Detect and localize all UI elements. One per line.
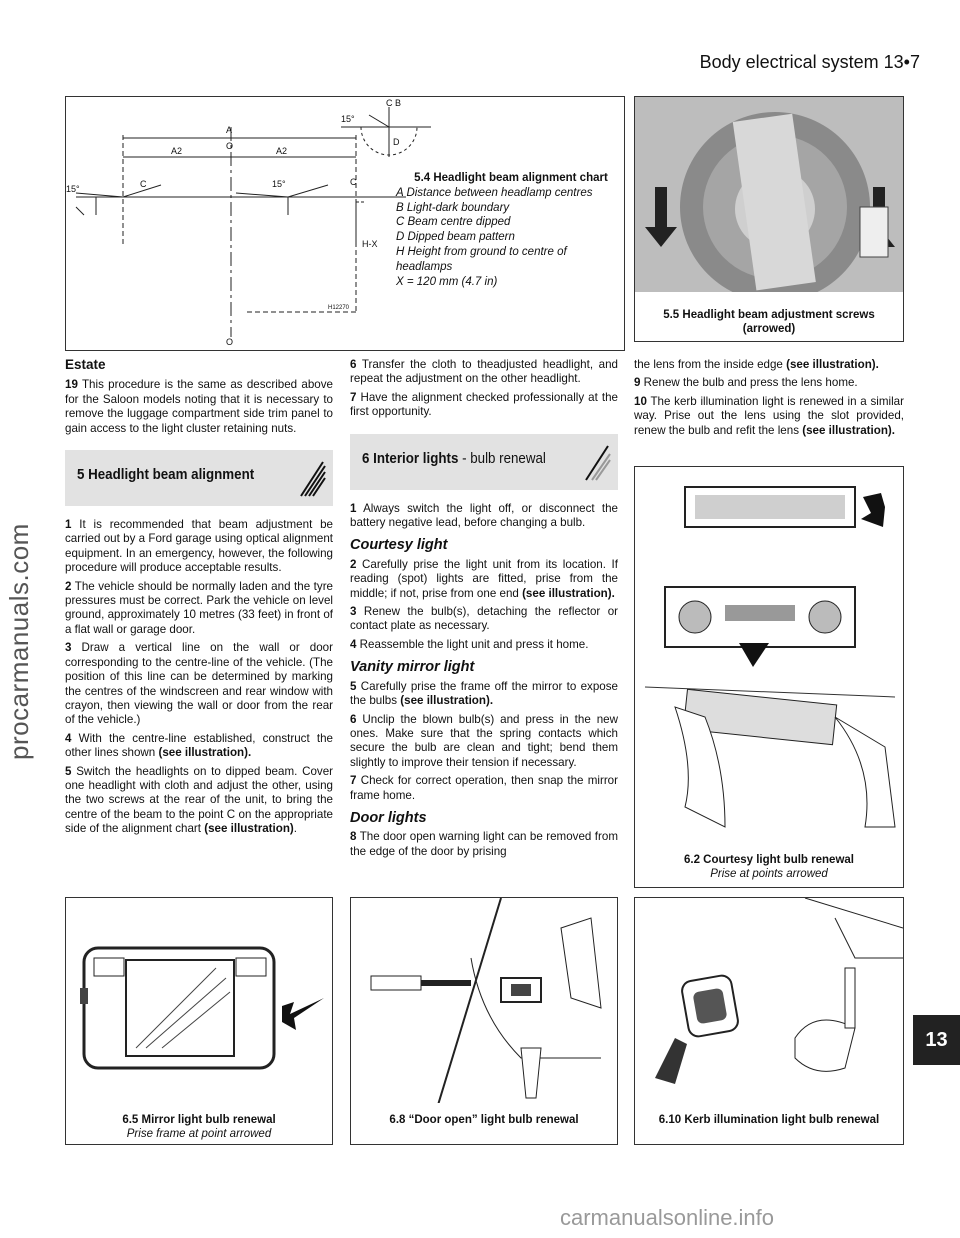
figure-5-4 (65, 96, 625, 351)
vanity-mirror-heading: Vanity mirror light (350, 659, 475, 676)
paragraph-6-10: 10 The kerb illumination light is renewed in a similar way. Prise out the lens using the slot provided, renew the bulb and refit the lens (see illustration). (634, 394, 904, 437)
legend-item: X = 120 mm (4.7 in) (396, 275, 498, 288)
label-a2-right: A2 (276, 146, 288, 156)
svg-text:C B: C B (386, 98, 402, 108)
paragraph-5-3: 3 Draw a vertical line on the wall or door corresponding to the centre-line of the vehicle. (The position of this line can be determined by marking the centres of the windscreen and rear window with crayon, then viewing the wall or door from the rear of the vehicle.) (65, 641, 333, 727)
footer-watermark: carmanualsonline.info (560, 1205, 775, 1230)
paragraph-6-6: 6 Unclip the blown bulb(s) and press in the new ones. Make sure that the spring contacts which secure the bulb are clean and tight; bend them slightly to improve their tension if necessary. (350, 712, 618, 769)
label-c-left: C (140, 179, 147, 189)
paragraph-5-2: 2 The vehicle should be normally laden and the tyre pressures must be correct. Park the vehicle on level ground, approximately 10 metres (33 feet) in front of a flat wall or garage door. (65, 579, 333, 636)
headlight-rear-photo (635, 97, 903, 292)
label-angle-left: 15° (66, 184, 80, 194)
paragraph-5-6: 6 Transfer the cloth to theadjusted headlight, and repeat the adjustment on the other headlight. (350, 358, 618, 386)
column-2 (350, 358, 618, 863)
column-1 (65, 358, 333, 841)
svg-text:15°: 15° (341, 114, 355, 124)
paragraph-6-4: 4 Reassemble the light unit and press it home. (350, 637, 589, 651)
figure-6-10 (634, 897, 904, 1145)
door-light-drawing (351, 898, 617, 1103)
figure-6-8 (350, 897, 618, 1145)
beam-pattern-detail (341, 97, 431, 167)
figure-5-4-title: 5.4 Headlight beam alignment chart (414, 172, 608, 184)
kerb-light-drawing (635, 898, 903, 1103)
legend-item: C Beam centre dipped (396, 216, 511, 229)
paragraph-5-4: 4 With the centre-line established, construct the other lines shown (see illustration). (65, 731, 333, 760)
label-o-top: O (226, 141, 234, 151)
courtesy-light-heading: Courtesy light (350, 537, 448, 554)
mirror-light-drawing (66, 898, 332, 1103)
figure-6-5-caption: 6.5 Mirror light bulb renewal Prise frame at point arrowed (122, 1114, 276, 1140)
label-angle-mid: 15° (272, 179, 286, 189)
chapter-tab: 13 (913, 1015, 960, 1065)
label-o-bottom: O (226, 337, 234, 347)
legend-item: A Distance between headlamp centres (396, 186, 593, 199)
paragraph-6-8-cont: the lens from the inside edge (see illustration). (634, 358, 879, 371)
paragraph-6-1: 1 Always switch the light off, or disconnect the battery negative lead, before changing a bulb. (350, 501, 618, 530)
label-hx: H-X (362, 239, 378, 249)
section-6-heading: 6 Interior lights - bulb renewal (350, 434, 618, 490)
svg-text:D: D (393, 137, 400, 147)
side-watermark: procarmanuals.com (4, 523, 34, 760)
paragraph-6-5: 5 Carefully prise the frame off the mirror to expose the bulbs (see illustration). (350, 679, 618, 708)
paragraph-6-7: 7 Check for correct operation, then snap the mirror frame home. (350, 774, 618, 802)
section-5-heading: 5 Headlight beam alignment (65, 450, 333, 506)
paragraph-6-8: 8 The door open warning light can be removed from the edge of the door by prising (350, 830, 618, 858)
legend-item: D Dipped beam pattern (396, 231, 515, 244)
figure-5-5 (634, 96, 904, 342)
figure-6-2 (634, 466, 904, 888)
estate-heading: Estate (65, 357, 106, 372)
figure-5-4-legend (396, 171, 616, 289)
paragraph-6-3: 3 Renew the bulb(s), detaching the reflector or contact plate as necessary. (350, 605, 618, 633)
paragraph-6-2: 2 Carefully prise the light unit from its location. If reading (spot) lights are fitted, prise from the middle; if not, prise from one end (see illustration). (350, 557, 618, 600)
figure-6-8-caption: 6.8 “Door open” light bulb renewal (389, 1114, 579, 1126)
figure-6-2-caption: 6.2 Courtesy light bulb renewal Prise at points arrowed (684, 854, 854, 880)
page-header: Body electrical system 13•7 (699, 52, 920, 72)
figure-5-5-caption: 5.5 Headlight beam adjustment screws (arrowed) (663, 309, 875, 335)
figure-6-10-caption: 6.10 Kerb illumination light bulb renewal (658, 1114, 880, 1126)
paragraph-5-5: 5 Switch the headlights on to dipped beam. Cover one headlight with cloth and adjust the other, using the two screws at the rear of the unit, to bring the centre of the beam to the point C on the appropriate side of the alignment chart (see illustration). (65, 764, 333, 836)
column-3 (634, 358, 904, 442)
label-c-right: C (350, 177, 357, 187)
label-ref: H12270 (328, 305, 350, 311)
difficulty-rating-icon (297, 456, 327, 500)
paragraph-6-9: 9 Renew the bulb and press the lens home. (634, 376, 858, 390)
paragraph-19: 19 This procedure is the same as described above for the Saloon models noting that it is necessary to remove the luggage compartment side trim panel to gain access to the light cluster retaining nuts. (65, 378, 333, 435)
door-lights-heading: Door lights (350, 809, 427, 826)
legend-item: B Light-dark boundary (396, 201, 510, 214)
difficulty-rating-icon (582, 440, 612, 484)
label-a: A (226, 125, 233, 135)
paragraph-5-1: 1 It is recommended that beam adjustment be carried out by a Ford garage using optical alignment equipment. In an emergency, however, the following procedure will produce acceptable results. (65, 518, 333, 575)
label-a2-left: A2 (171, 146, 183, 156)
figure-6-5 (65, 897, 333, 1145)
paragraph-5-7: 7 Have the alignment checked professionally at the first opportunity. (350, 390, 618, 419)
courtesy-light-drawing (635, 467, 903, 847)
legend-item: H Height from ground to centre of headlamps (396, 245, 567, 273)
